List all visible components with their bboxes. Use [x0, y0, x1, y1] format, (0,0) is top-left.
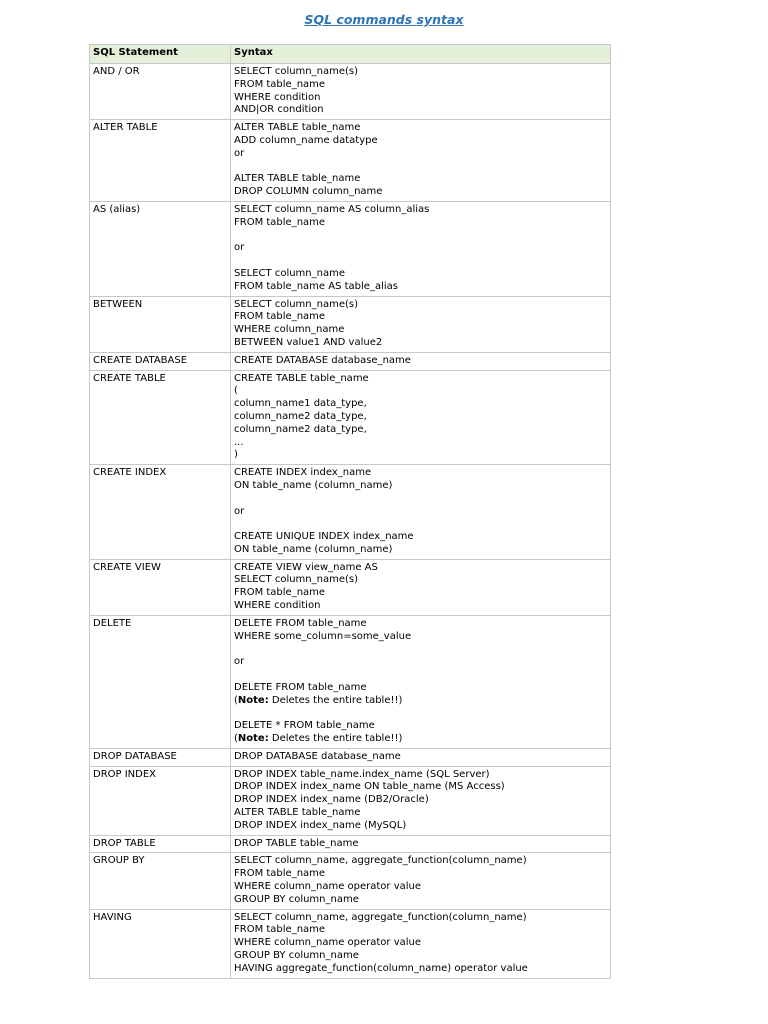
table-row	[90, 748, 611, 766]
sql-statement-cell: AS (alias)	[90, 201, 231, 296]
syntax-line: column_name2 data_type,	[234, 423, 367, 435]
table-row	[90, 465, 611, 560]
syntax-line: FROM table_name	[234, 924, 326, 936]
syntax-line	[234, 161, 607, 174]
syntax-line: ...	[234, 436, 244, 448]
syntax-line: FROM table_name AS table_alias	[234, 280, 398, 292]
sql-statement-cell: CREATE VIEW	[90, 559, 231, 615]
syntax-line: FROM table_name	[234, 216, 326, 228]
syntax-line: ADD column_name datatype	[234, 134, 378, 146]
syntax-cell	[231, 748, 611, 766]
syntax-line: or	[234, 656, 245, 668]
syntax-cell	[231, 465, 611, 560]
sql-statement-cell: DROP DATABASE	[90, 748, 231, 766]
syntax-line: DROP INDEX table_name.index_name (SQL Server)	[234, 768, 490, 780]
sql-statement-cell: CREATE DATABASE	[90, 352, 231, 370]
header-syntax: Syntax	[231, 45, 611, 64]
syntax-line: (Note: Deletes the entire table!!)	[234, 694, 403, 706]
sql-statement-cell: BETWEEN	[90, 296, 231, 352]
syntax-line: DELETE FROM table_name	[234, 617, 367, 629]
syntax-line: DELETE * FROM table_name	[234, 720, 375, 732]
syntax-cell	[231, 201, 611, 296]
document-title[interactable]: SQL commands syntax	[304, 12, 464, 27]
syntax-line: WHERE some_column=some_value	[234, 630, 412, 642]
syntax-line	[234, 707, 607, 720]
syntax-cell	[231, 766, 611, 835]
syntax-line: FROM table_name	[234, 868, 326, 880]
syntax-line: SELECT column_name(s)	[234, 298, 359, 310]
syntax-line: ALTER TABLE table_name	[234, 122, 361, 134]
syntax-line: WHERE column_name	[234, 324, 345, 336]
table-row	[90, 853, 611, 909]
table-row	[90, 835, 611, 853]
sql-syntax-table	[89, 44, 611, 979]
table-row	[90, 296, 611, 352]
syntax-cell	[231, 64, 611, 120]
syntax-line: DELETE FROM table_name	[234, 681, 367, 693]
syntax-line	[234, 493, 607, 506]
sql-statement-cell: DROP TABLE	[90, 835, 231, 853]
sql-statement-cell: HAVING	[90, 909, 231, 978]
syntax-line: WHERE condition	[234, 91, 321, 103]
syntax-cell	[231, 853, 611, 909]
syntax-line: DROP INDEX index_name (MySQL)	[234, 819, 407, 831]
syntax-line	[234, 255, 607, 268]
syntax-line: CREATE VIEW view_name AS	[234, 561, 378, 573]
syntax-line: or	[234, 147, 245, 159]
syntax-line: or	[234, 242, 245, 254]
syntax-line	[234, 669, 607, 682]
sql-statement-cell: DROP INDEX	[90, 766, 231, 835]
syntax-line: )	[234, 449, 238, 461]
syntax-cell	[231, 835, 611, 853]
syntax-line: ALTER TABLE table_name	[234, 807, 361, 819]
syntax-line: SELECT column_name(s)	[234, 66, 359, 77]
syntax-line: FROM table_name	[234, 587, 326, 599]
table-row	[90, 615, 611, 748]
syntax-line: column_name1 data_type,	[234, 398, 367, 410]
syntax-cell	[231, 559, 611, 615]
table-row	[90, 370, 611, 465]
syntax-cell	[231, 296, 611, 352]
sql-statement-cell: CREATE INDEX	[90, 465, 231, 560]
syntax-line: DROP DATABASE database_name	[234, 750, 401, 762]
syntax-line: FROM table_name	[234, 311, 326, 323]
table-row	[90, 766, 611, 835]
header-sql-statement: SQL Statement	[90, 45, 231, 64]
syntax-line: or	[234, 505, 245, 517]
syntax-line: DROP COLUMN column_name	[234, 186, 383, 198]
syntax-line	[234, 230, 607, 243]
syntax-line: ON table_name (column_name)	[234, 479, 393, 491]
syntax-line: DROP TABLE table_name	[234, 837, 359, 849]
syntax-line: DROP INDEX index_name (DB2/Oracle)	[234, 794, 429, 806]
syntax-line: WHERE column_name operator value	[234, 881, 422, 893]
syntax-line	[234, 643, 607, 656]
syntax-cell	[231, 370, 611, 465]
syntax-line: DROP INDEX index_name ON table_name (MS Access)	[234, 781, 505, 793]
table-body	[90, 64, 611, 979]
syntax-line: CREATE INDEX index_name	[234, 467, 372, 479]
sql-statement-cell: GROUP BY	[90, 853, 231, 909]
sql-statement-cell: AND / OR	[90, 64, 231, 120]
syntax-line	[234, 518, 607, 531]
syntax-line: GROUP BY column_name	[234, 950, 359, 961]
table-row	[90, 120, 611, 202]
table-row	[90, 352, 611, 370]
sql-statement-cell: DELETE	[90, 615, 231, 748]
syntax-line: SELECT column_name, aggregate_function(column_name)	[234, 855, 527, 867]
syntax-line: column_name2 data_type,	[234, 410, 367, 422]
sql-statement-cell: ALTER TABLE	[90, 120, 231, 202]
syntax-cell	[231, 120, 611, 202]
sql-statement-cell: CREATE TABLE	[90, 370, 231, 465]
table-row	[90, 909, 611, 978]
table-header-row	[90, 45, 611, 64]
syntax-line: (Note: Deletes the entire table!!)	[234, 733, 403, 745]
syntax-line: CREATE DATABASE database_name	[234, 354, 411, 366]
table-row	[90, 201, 611, 296]
syntax-line: (	[234, 385, 238, 397]
syntax-line: CREATE TABLE table_name	[234, 372, 369, 384]
syntax-cell	[231, 909, 611, 978]
syntax-line: AND|OR condition	[234, 104, 324, 116]
syntax-line: ALTER TABLE table_name	[234, 173, 361, 185]
syntax-line: CREATE UNIQUE INDEX index_name	[234, 531, 414, 543]
syntax-cell	[231, 615, 611, 748]
syntax-line: WHERE column_name operator value	[234, 937, 422, 949]
syntax-line: SELECT column_name AS column_alias	[234, 203, 430, 215]
syntax-line: FROM table_name	[234, 78, 326, 90]
syntax-cell	[231, 352, 611, 370]
syntax-line: SELECT column_name	[234, 267, 345, 279]
syntax-line: ON table_name (column_name)	[234, 543, 393, 555]
syntax-line: HAVING aggregate_function(column_name) operator value	[234, 962, 528, 974]
note-label: Note:	[237, 733, 269, 745]
note-label: Note:	[237, 694, 269, 706]
syntax-line: GROUP BY column_name	[234, 893, 359, 905]
syntax-line: WHERE condition	[234, 600, 321, 612]
syntax-line: BETWEEN value1 AND value2	[234, 336, 383, 348]
table-row	[90, 559, 611, 615]
syntax-line: SELECT column_name, aggregate_function(column_name)	[234, 911, 527, 923]
syntax-line: SELECT column_name(s)	[234, 574, 359, 586]
table-row	[90, 64, 611, 120]
